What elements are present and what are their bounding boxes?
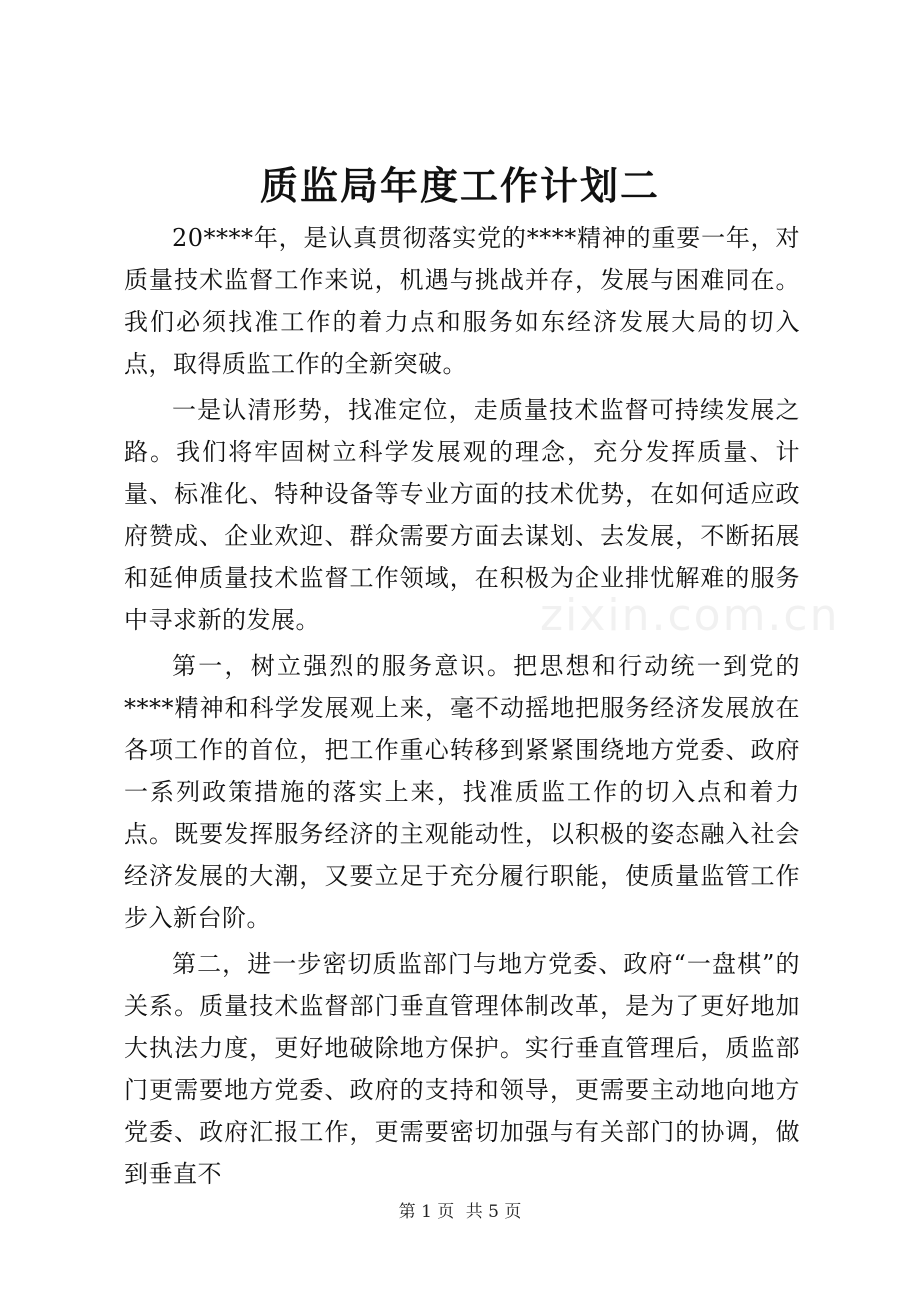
page-number: 第 1 页	[398, 1202, 455, 1222]
paragraph-3: 第一，树立强烈的服务意识。把思想和行动统一到党的****精神和科学发展观上来，毫不动摇地把服务经济发展放在各项工作的首位，把工作重心转移到紧紧围绕地方党委、政府一系列政策措施的落实上来，找准质监工作的切入点和着力点。既要发挥服务经济的主观能动性，以积极的姿态融入社会经济发展的大潮，又要立足于充分履行职能，使质量监管工作步入新台阶。	[124, 652, 800, 932]
document-body	[124, 217, 800, 1195]
paragraph-2: 一是认清形势，找准定位，走质量技术监督可持续发展之路。我们将牢固树立科学发展观的理念，充分发挥质量、计量、标准化、特种设备等专业方面的技术优势，在如何适应政府赞成、企业欢迎、群众需要方面去谋划、去发展，不断拓展和延伸质量技术监督工作领域，在积极为企业排忧解难的服务中寻求新的发展。	[124, 396, 800, 634]
page-total: 共 5 页	[465, 1202, 522, 1222]
paragraph-1: 20****年，是认真贯彻落实党的****精神的重要一年，对质量技术监督工作来说，机遇与挑战并存，发展与困难同在。我们必须找准工作的着力点和服务如东经济发展大局的切入点，取得质监工作的全新突破。	[124, 224, 800, 378]
document-title: 质监局年度工作计划二	[259, 163, 660, 208]
watermark: zixin.com.cn	[540, 590, 840, 641]
page-footer	[0, 1200, 920, 1224]
paragraph-4: 第二，进一步密切质监部门与地方党委、政府“一盘棋”的关系。质量技术监督部门垂直管理体制改革，是为了更好地加大执法力度，更好地破除地方保护。实行垂直管理后，质监部门更需要地方党委、政府的支持和领导，更需要主动地向地方党委、政府汇报工作，更需要密切加强与有关部门的协调，做到垂直不	[124, 950, 800, 1188]
